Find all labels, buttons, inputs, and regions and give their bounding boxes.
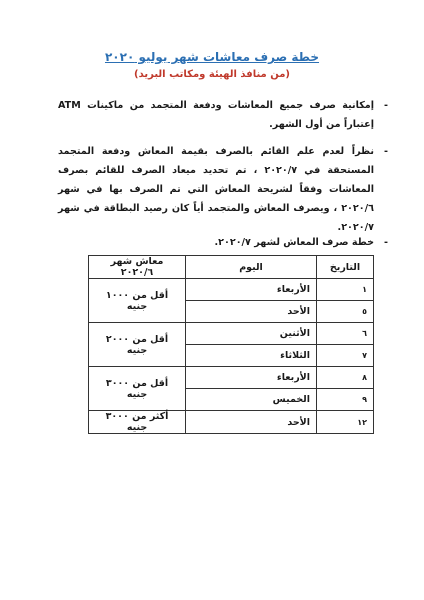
bullet-dash: - — [384, 100, 388, 111]
bullet-dash: - — [384, 237, 388, 248]
date-cell: ٧ — [317, 345, 374, 367]
pension-cell: أقل من ١٠٠٠ جنيه — [89, 279, 186, 323]
pension-schedule-table — [88, 255, 374, 434]
header-pension: معاش شهر ٢٠٢٠/٦ — [89, 256, 186, 279]
bullet-text: إمكانية صرف جميع المعاشات ودفعة المتجمد من ماكينات ATM إعتباراً من أول الشهر. — [58, 100, 374, 130]
day-cell: الأربعاء — [186, 279, 317, 301]
bullet-item — [58, 142, 388, 237]
table-row — [89, 279, 374, 301]
header-date: التاريخ — [317, 256, 374, 279]
page-subtitle: (من منافذ الهيئة ومكاتب البريد) — [134, 69, 290, 80]
table-header-row — [89, 256, 374, 279]
table-row — [89, 323, 374, 345]
table-row — [89, 367, 374, 389]
date-cell: ١٢ — [317, 411, 374, 434]
bullet-item — [58, 96, 388, 134]
date-cell: ١ — [317, 279, 374, 301]
pension-cell: أكثر من ٣٠٠٠ جنيه — [89, 411, 186, 434]
date-cell: ٦ — [317, 323, 374, 345]
bullet-text: نظراً لعدم علم القائم بالصرف بقيمة المعاش ودفعة المتجمد المستحقة في ٢٠٢٠/٧ ، تم تحديد ميعاد الصرف للقائم بصرف المعاشات وفقاً لشريحة المعاش التي تم الصرف بها في شهر ٢٠٢٠/٦ ، ويصرف المعاش والمتجمد أياً كان رصيد البطاقة في شهر ٢٠٢٠/٧. — [58, 146, 374, 233]
table-row — [89, 411, 374, 434]
page-title: خطة صرف معاشات شهر يوليو ٢٠٢٠ — [104, 50, 320, 64]
date-cell: ٩ — [317, 389, 374, 411]
pension-cell: أقل من ٢٠٠٠ جنيه — [89, 323, 186, 367]
day-cell: الأحد — [186, 411, 317, 434]
bullet-item — [58, 233, 388, 252]
date-cell: ٥ — [317, 301, 374, 323]
bullet-dash: - — [384, 146, 388, 157]
bullet-text: خطة صرف المعاش لشهر ٢٠٢٠/٧. — [214, 237, 374, 248]
day-cell: الأربعاء — [186, 367, 317, 389]
pension-cell: أقل من ٣٠٠٠ جنيه — [89, 367, 186, 411]
header-day: اليوم — [186, 256, 317, 279]
day-cell: الخميس — [186, 389, 317, 411]
date-cell: ٨ — [317, 367, 374, 389]
day-cell: الثلاثاء — [186, 345, 317, 367]
day-cell: الأحد — [186, 301, 317, 323]
day-cell: الأثنين — [186, 323, 317, 345]
